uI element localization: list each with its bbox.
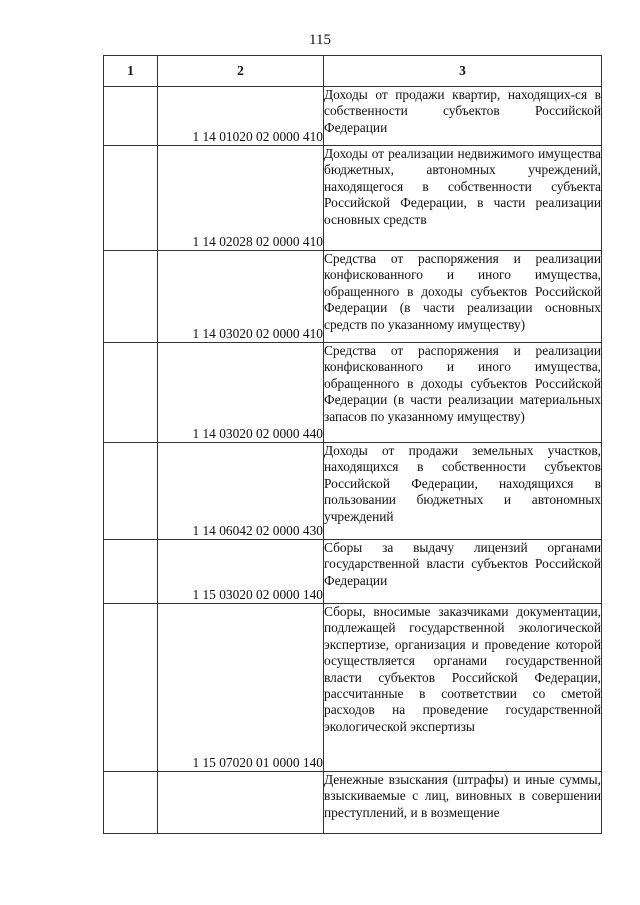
revenue-description: Доходы от продажи квартир, находящих-ся в собственности субъектов Российской Федерации — [324, 87, 602, 146]
revenue-description: Сборы за выдачу лицензий органами государственной власти субъектов Российской Федерации — [324, 540, 602, 604]
row-col-1-empty — [104, 604, 158, 772]
table-body — [104, 87, 602, 834]
header-col-3: 3 — [324, 56, 602, 87]
header-col-2: 2 — [158, 56, 324, 87]
revenue-description: Доходы от реализации недвижимого имущества бюджетных, автономных учреждений, находящегося в собственности субъекта Российской Федерации, в части реализации основных средств — [324, 146, 602, 251]
row-col-1-empty — [104, 443, 158, 540]
revenue-codes-table — [103, 55, 602, 834]
row-col-1-empty — [104, 251, 158, 343]
row-col-1-empty — [104, 540, 158, 604]
revenue-description: Сборы, вносимые заказчиками документации, подлежащей государственной экологической экспертизе, организация и проведение которой осуществляется органами государственной власти субъектов Российской Федерации, рассчитанные в соответствии со сметой расходов на проведение государственной экологической экспертизы — [324, 604, 602, 772]
row-col-1-empty — [104, 772, 158, 834]
table-row — [104, 772, 602, 834]
revenue-code: 1 14 03020 02 0000 440 — [158, 343, 324, 443]
revenue-code: 1 15 07020 01 0000 140 — [158, 604, 324, 772]
row-col-1-empty — [104, 87, 158, 146]
revenue-code: 1 14 06042 02 0000 430 — [158, 443, 324, 540]
page-number: 115 — [309, 32, 331, 48]
row-col-1-empty — [104, 146, 158, 251]
revenue-description: Доходы от продажи земельных участков, находящихся в собственности субъектов Российской Федерации, находящихся в пользовании бюджетных и автономных учреждений — [324, 443, 602, 540]
revenue-description: Денежные взыскания (штрафы) и иные суммы, взыскиваемые с лиц, виновных в совершении преступлений, и в возмещение — [324, 772, 602, 834]
table-row — [104, 251, 602, 343]
row-col-1-empty — [104, 343, 158, 443]
revenue-code: 1 14 02028 02 0000 410 — [158, 146, 324, 251]
table-row — [104, 146, 602, 251]
table-row — [104, 443, 602, 540]
revenue-code: 1 14 01020 02 0000 410 — [158, 87, 324, 146]
revenue-code: 1 14 03020 02 0000 410 — [158, 251, 324, 343]
revenue-code: 1 15 03020 02 0000 140 — [158, 540, 324, 604]
revenue-code — [158, 772, 324, 834]
revenue-description: Средства от распоряжения и реализации конфискованного и иного имущества, обращенного в доходы субъектов Российской Федерации (в части реализации основных средств по указанному имуществу) — [324, 251, 602, 343]
table-row — [104, 343, 602, 443]
table-row — [104, 87, 602, 146]
table-row — [104, 540, 602, 604]
revenue-description: Средства от распоряжения и реализации конфискованного и иного имущества, обращенного в доходы субъектов Российской Федерации (в части реализации материальных запасов по указанному имуществу) — [324, 343, 602, 443]
header-col-1: 1 — [104, 56, 158, 87]
table-row — [104, 604, 602, 772]
table-header-row — [104, 56, 602, 87]
